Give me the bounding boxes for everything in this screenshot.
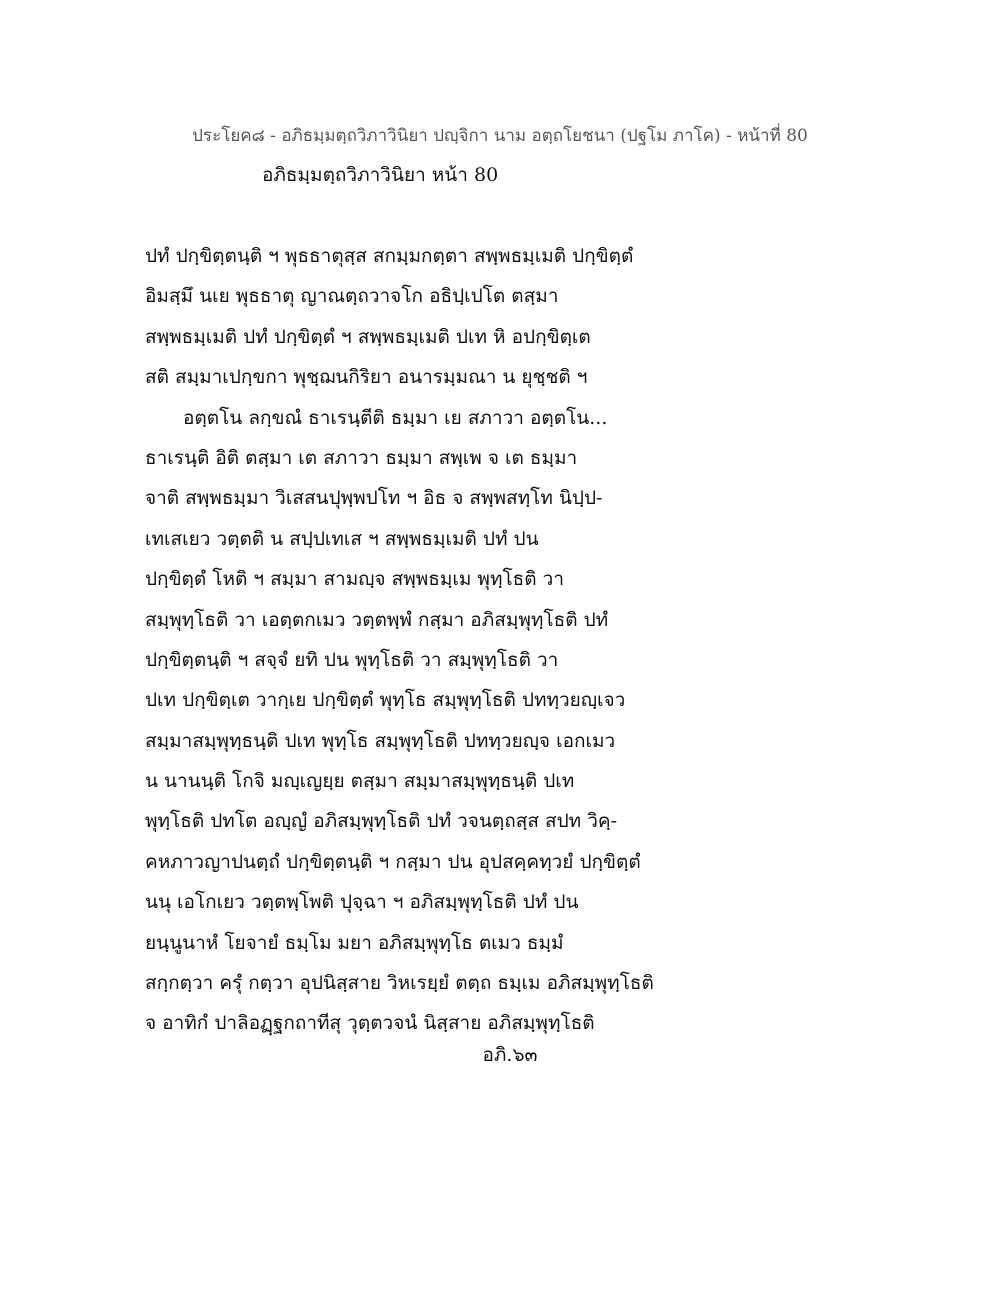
text-line: น นานนฺติ โกจิ มญฺเญยฺย ตสฺมา สมฺมาสมฺพุทฺธนฺติ ปเท: [145, 770, 575, 793]
page-folio: อภิ.๖๓: [482, 1044, 538, 1066]
text-line: ปทํ ปกฺขิตฺตนฺติ ฯ พุธธาตุสฺส สกมฺมกตฺตา สพฺพธมฺเมติ ปกฺขิตฺตํ: [145, 245, 634, 267]
running-header: ประโยค๘ - อภิธมฺมตฺถวิภาวินิยา ปญฺจิกา นาม อตฺถโยชนา (ปฐโม ภาโค) - หน้าที่ 80: [192, 126, 808, 146]
text-line: จาติ สพฺพธมฺมา วิเสสนปุพฺพปโท ฯ อิธ จ สพฺพสทฺโท นิปฺป-: [145, 487, 603, 510]
text-line: ปเท ปกฺขิตฺเต วากฺเย ปกฺขิตฺตํ พุทฺโธ สมฺพุทฺโธติ ปททฺวยญฺเจว: [145, 689, 626, 712]
body-text: [145, 236, 705, 1044]
text-line: ปกฺขิตฺตํ โหติ ฯ สมฺมา สามญฺจ สพฺพธมฺเม พุทฺโธติ วา: [145, 568, 564, 591]
text-line: อิมสฺมึ นเย พุธธาตุ ญาณตฺถวาจโก อธิปฺเปโต ตสฺมา: [145, 285, 559, 308]
text-line: สกฺกตฺวา ครุํ กตฺวา อุปนิสฺสาย วิหเรยฺยํ ตตฺถ ธมฺเม อภิสมฺพุทฺโธติ: [145, 972, 654, 995]
text-line: ปกฺขิตฺตนฺติ ฯ สจฺจํ ยทิ ปน พุทฺโธติ วา สมฺพุทฺโธติ วา: [145, 648, 559, 671]
text-line: คหภาวญาปนตฺถํ ปกฺขิตฺตนฺติ ฯ กสฺมา ปน อุปสคฺคทฺวยํ ปกฺขิตฺตํ: [145, 850, 641, 873]
text-line: เทเสเยว วตฺตติ น สปฺปเทเส ฯ สพฺพธมฺเมติ ปทํ ปน: [145, 527, 539, 550]
page-title: อภิธมฺมตฺถวิภาวินิยา หน้า 80: [262, 164, 499, 186]
text-line: สมฺมาสมฺพุทฺธนฺติ ปเท พุทฺโธ สมฺพุทฺโธติ ปททฺวยญฺจ เอกเมว: [145, 729, 616, 752]
paragraph-start-line: อตฺตโน ลกฺขณํ ธาเรนฺตีติ ธมฺมา เย สภาวา อตฺตโน...: [183, 406, 608, 429]
text-line: พุทฺโธติ ปทโต อญฺญํ อภิสมฺพุทฺโธติ ปทํ วจนตฺถสฺส สปท วิคฺ-: [145, 810, 618, 833]
text-line: สมฺพุทฺโธติ วา เอตฺตกเมว วตฺตพฺพํ กสฺมา อภิสมฺพุทฺโธติ ปทํ: [145, 608, 609, 631]
text-line: ยนฺนูนาหํ โยจายํ ธมฺโม มยา อภิสมฺพุทฺโธ ตเมว ธมฺมํ: [145, 931, 564, 954]
text-line: สพฺพธมฺเมติ ปทํ ปกฺขิตฺตํ ฯ สพฺพธมฺเมติ ปเท หิ อปกฺขิตฺเต: [145, 325, 591, 348]
text-line: นนุ เอโกเยว วตฺตพฺโพติ ปุจฺฉา ฯ อภิสมฺพุทฺโธติ ปทํ ปน: [145, 891, 579, 914]
text-line: ธาเรนฺติ อิติ ตสฺมา เต สภาวา ธมฺมา สพฺเพ จ เต ธมฺมา: [145, 446, 578, 469]
text-line: จ อาทิกํ ปาลิอฏฺฐกถาทีสุ วุตฺตวจนํ นิสฺสาย อภิสมฺพุทฺโธติ: [145, 1012, 595, 1035]
text-line: สติ สมฺมาเปกฺขกา พุชฺฌนกิริยา อนารมฺมณา น ยุชฺชติ ฯ: [145, 366, 588, 389]
